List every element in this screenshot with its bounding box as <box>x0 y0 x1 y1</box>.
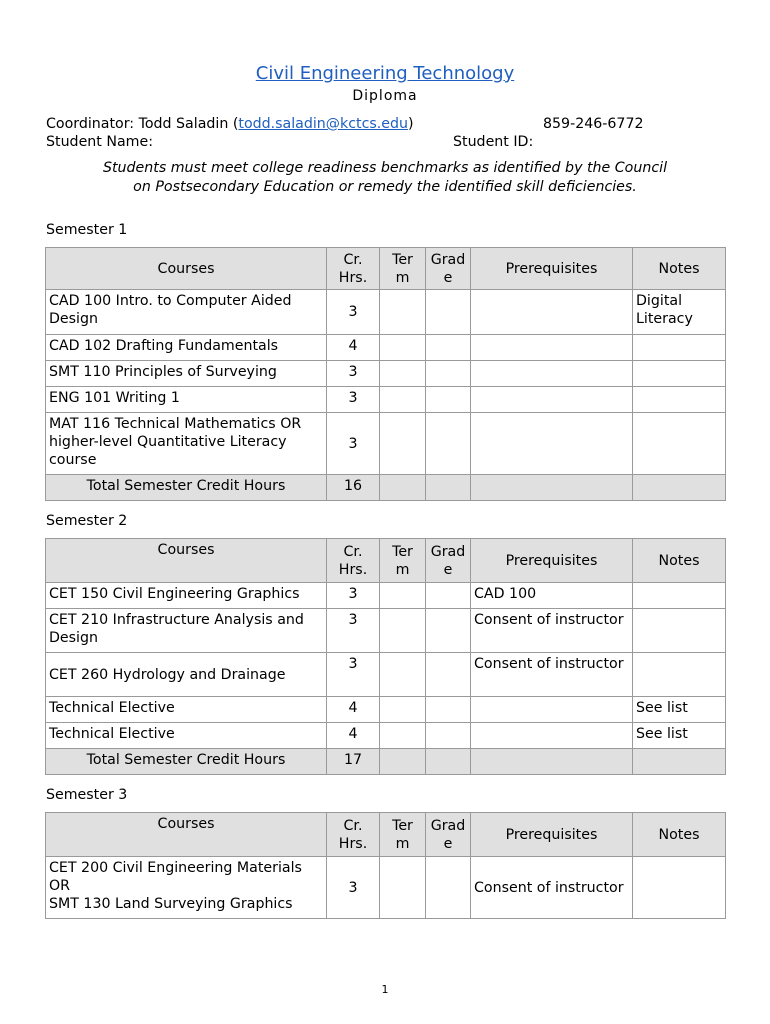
credential-type: Diploma <box>352 88 418 104</box>
course-cell: MAT 116 Technical Mathematics OR higher-level Quantitative Literacy course <box>46 413 327 475</box>
total-label: Total Semester Credit Hours <box>46 749 327 775</box>
course-cell: SMT 110 Principles of Surveying <box>46 361 327 387</box>
credit-hours-cell: 3 <box>327 387 380 413</box>
program-title[interactable]: Civil Engineering Technology <box>255 63 515 84</box>
prerequisites-cell: CAD 100 <box>471 583 633 609</box>
course-cell: CAD 102 Drafting Fundamentals <box>46 335 327 361</box>
term-cell[interactable] <box>380 609 426 653</box>
grade-label-2: e <box>443 269 453 286</box>
notes-cell <box>633 413 726 475</box>
term-label-1: Ter <box>392 817 413 834</box>
table-row <box>46 653 726 697</box>
course-cell: ENG 101 Writing 1 <box>46 387 327 413</box>
cr-label: Cr. <box>343 543 363 560</box>
table-row <box>46 583 726 609</box>
prerequisites-cell: Consent of instructor <box>471 609 633 653</box>
total-credit-hours: 17 <box>327 749 380 775</box>
term-label-2: m <box>395 269 410 286</box>
total-prereq-cell <box>471 475 633 501</box>
total-notes-cell <box>633 475 726 501</box>
table-row <box>46 361 726 387</box>
total-row <box>46 475 726 501</box>
course-cell: Technical Elective <box>46 697 327 723</box>
prerequisites-cell: Consent of instructor <box>471 653 633 697</box>
notes-header: Notes <box>633 813 726 857</box>
grade-cell[interactable] <box>426 653 471 697</box>
term-label-1: Ter <box>392 543 413 560</box>
page-number: 1 <box>381 983 389 996</box>
hrs-label: Hrs. <box>338 269 368 286</box>
grade-cell[interactable] <box>426 387 471 413</box>
table-row <box>46 609 726 653</box>
term-header <box>380 813 426 857</box>
table-row <box>46 335 726 361</box>
courses-header: Courses <box>46 813 327 857</box>
hrs-label: Hrs. <box>338 835 368 852</box>
total-label: Total Semester Credit Hours <box>46 475 327 501</box>
notes-cell <box>633 387 726 413</box>
term-header <box>380 248 426 290</box>
table-header-row <box>46 813 726 857</box>
course-cell: CET 210 Infrastructure Analysis and Design <box>46 609 327 653</box>
notes-header: Notes <box>633 539 726 583</box>
term-cell[interactable] <box>380 857 426 919</box>
grade-header <box>426 539 471 583</box>
cr-label: Cr. <box>343 817 363 834</box>
coordinator-line <box>46 116 414 132</box>
prerequisites-header: Prerequisites <box>471 813 633 857</box>
credit-hours-cell: 3 <box>327 361 380 387</box>
readiness-notice: Students must meet college readiness benchmarks as identified by the Council on Postsecondary Education or remedy the identified skill deficiencies. <box>102 160 668 195</box>
term-cell[interactable] <box>380 387 426 413</box>
course-cell: CET 260 Hydrology and Drainage <box>46 653 327 697</box>
credit-hours-cell: 4 <box>327 697 380 723</box>
table-row <box>46 413 726 475</box>
grade-label-1: Grad <box>430 251 466 268</box>
notes-cell <box>633 361 726 387</box>
coordinator-phone: 859-246-6772 <box>543 116 644 132</box>
grade-label-2: e <box>443 561 453 578</box>
prerequisites-cell <box>471 413 633 475</box>
total-row <box>46 749 726 775</box>
course-or: OR <box>49 878 71 894</box>
term-label-2: m <box>395 835 410 852</box>
course-cell: CET 150 Civil Engineering Graphics <box>46 583 327 609</box>
notes-cell <box>633 583 726 609</box>
table-row <box>46 697 726 723</box>
notes-cell: Digital Literacy <box>633 290 726 335</box>
notes-cell: See list <box>633 697 726 723</box>
semester-1-label: Semester 1 <box>46 222 128 238</box>
grade-header <box>426 813 471 857</box>
credit-hours-cell: 3 <box>327 653 380 697</box>
grade-label-1: Grad <box>430 543 466 560</box>
credit-hours-cell: 3 <box>327 609 380 653</box>
prerequisites-cell <box>471 290 633 335</box>
course-option-1: CET 200 Civil Engineering Materials <box>49 860 302 876</box>
term-cell[interactable] <box>380 335 426 361</box>
grade-label-1: Grad <box>430 817 466 834</box>
credit-hours-cell: 4 <box>327 335 380 361</box>
grade-header <box>426 248 471 290</box>
table-row <box>46 387 726 413</box>
credit-hours-cell: 3 <box>327 290 380 335</box>
semester-1-table <box>45 247 726 501</box>
notes-cell: See list <box>633 723 726 749</box>
grade-cell[interactable] <box>426 697 471 723</box>
courses-header: Courses <box>46 539 327 583</box>
notes-cell <box>633 335 726 361</box>
student-id-label: Student ID: <box>453 134 534 150</box>
table-row <box>46 857 726 919</box>
credit-hours-cell: 4 <box>327 723 380 749</box>
prerequisites-header: Prerequisites <box>471 248 633 290</box>
notes-header: Notes <box>633 248 726 290</box>
total-prereq-cell <box>471 749 633 775</box>
cr-label: Cr. <box>343 251 363 268</box>
term-header <box>380 539 426 583</box>
coordinator-label: Coordinator: Todd Saladin ( <box>46 116 239 132</box>
hrs-label: Hrs. <box>338 561 368 578</box>
term-label-2: m <box>395 561 410 578</box>
total-credit-hours: 16 <box>327 475 380 501</box>
credit-hours-header <box>327 248 380 290</box>
credit-hours-cell: 3 <box>327 413 380 475</box>
term-cell[interactable] <box>380 583 426 609</box>
notes-cell <box>633 609 726 653</box>
prerequisites-cell <box>471 723 633 749</box>
grade-cell[interactable] <box>426 413 471 475</box>
total-grade-cell <box>426 749 471 775</box>
courses-header: Courses <box>46 248 327 290</box>
total-grade-cell <box>426 475 471 501</box>
notes-cell <box>633 653 726 697</box>
term-cell[interactable] <box>380 697 426 723</box>
coordinator-suffix: ) <box>408 116 414 132</box>
table-row <box>46 723 726 749</box>
term-cell[interactable] <box>380 723 426 749</box>
total-term-cell <box>380 749 426 775</box>
semester-2-label: Semester 2 <box>46 513 128 529</box>
total-notes-cell <box>633 749 726 775</box>
table-header-row <box>46 539 726 583</box>
prerequisites-cell: Consent of instructor <box>471 857 633 919</box>
term-cell[interactable] <box>380 653 426 697</box>
course-cell <box>46 857 327 919</box>
prerequisites-cell <box>471 361 633 387</box>
notes-cell <box>633 857 726 919</box>
prerequisites-cell <box>471 697 633 723</box>
term-label-1: Ter <box>392 251 413 268</box>
prerequisites-cell <box>471 387 633 413</box>
prerequisites-header: Prerequisites <box>471 539 633 583</box>
prerequisites-cell <box>471 335 633 361</box>
semester-2-table <box>45 538 726 775</box>
grade-cell[interactable] <box>426 290 471 335</box>
credit-hours-cell: 3 <box>327 857 380 919</box>
grade-cell[interactable] <box>426 857 471 919</box>
student-name-label: Student Name: <box>46 134 153 150</box>
credit-hours-header <box>327 539 380 583</box>
grade-cell[interactable] <box>426 361 471 387</box>
coordinator-email-link[interactable]: todd.saladin@kctcs.edu <box>238 116 408 132</box>
grade-cell[interactable] <box>426 723 471 749</box>
table-row <box>46 290 726 335</box>
course-cell: Technical Elective <box>46 723 327 749</box>
grade-cell[interactable] <box>426 583 471 609</box>
credit-hours-cell: 3 <box>327 583 380 609</box>
grade-cell[interactable] <box>426 335 471 361</box>
grade-cell[interactable] <box>426 609 471 653</box>
credit-hours-header <box>327 813 380 857</box>
course-option-2: SMT 130 Land Surveying Graphics <box>49 896 293 912</box>
table-header-row <box>46 248 726 290</box>
semester-3-label: Semester 3 <box>46 787 128 803</box>
term-cell[interactable] <box>380 413 426 475</box>
term-cell[interactable] <box>380 361 426 387</box>
total-term-cell <box>380 475 426 501</box>
course-cell: CAD 100 Intro. to Computer Aided Design <box>46 290 327 335</box>
term-cell[interactable] <box>380 290 426 335</box>
grade-label-2: e <box>443 835 453 852</box>
semester-3-table <box>45 812 726 919</box>
